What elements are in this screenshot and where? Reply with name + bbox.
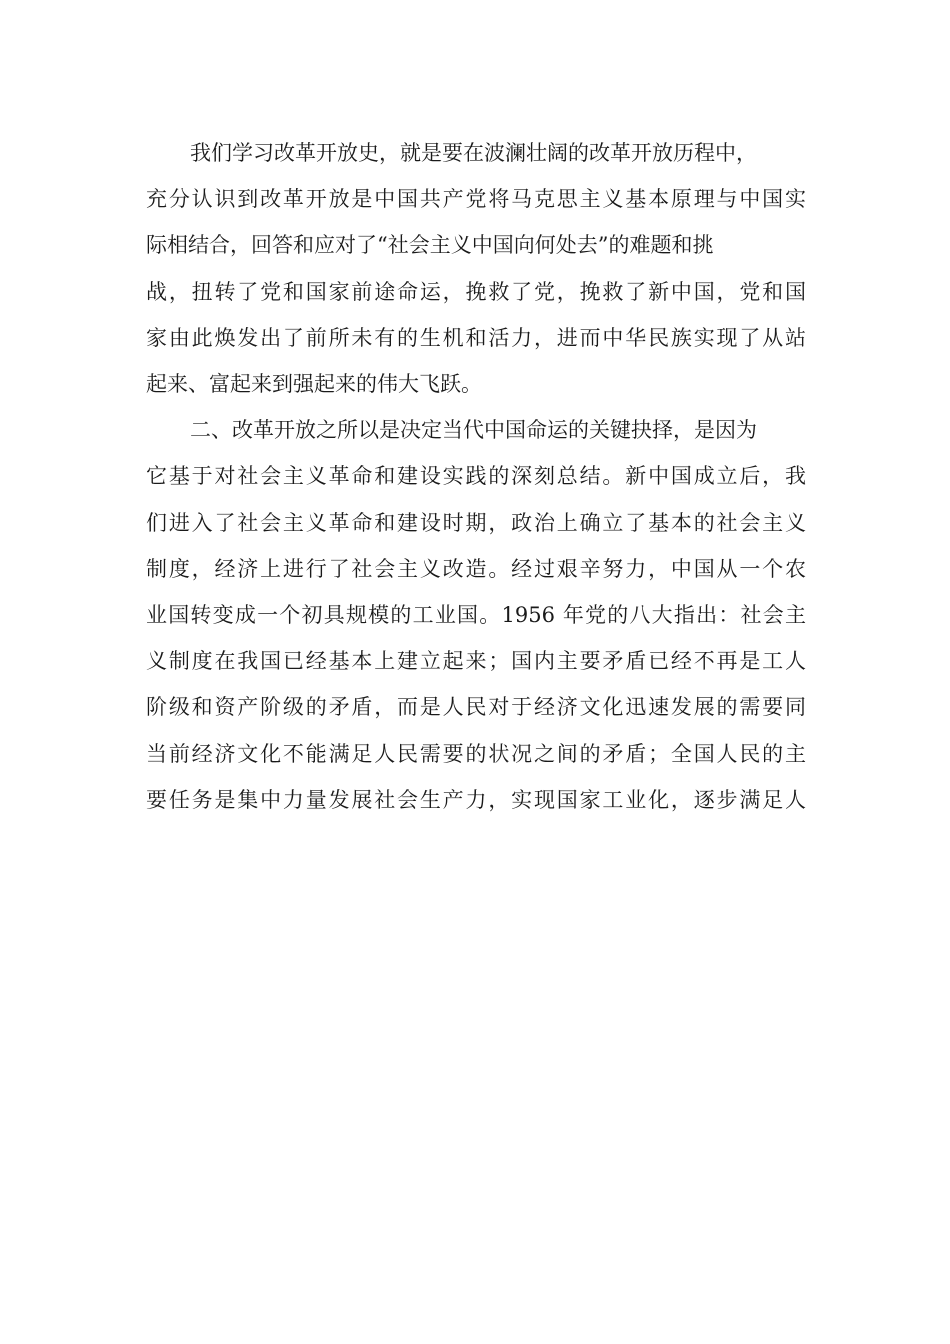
text-line: 家由此焕发出了前所未有的生机和活力，进而中华民族实现了从站: [146, 326, 806, 350]
text-line: 起来、富起来到强起来的伟大飞跃。: [146, 372, 482, 396]
text-line: 要任务是集中力量发展社会生产力，实现国家工业化，逐步满足人: [146, 788, 806, 812]
text-line: 二、改革开放之所以是决定当代中国命运的关键抉择，是因为: [190, 418, 757, 442]
text-line: 它基于对社会主义革命和建设实践的深刻总结。新中国成立后，我: [146, 464, 806, 488]
text-line: 们进入了社会主义革命和建设时期，政治上确立了基本的社会主义: [146, 511, 806, 535]
text-line: 战，扭转了党和国家前途命运，挽救了党，挽救了新中国，党和国: [146, 280, 806, 304]
text-line: 制度，经济上进行了社会主义改造。经过艰辛努力，中国从一个农: [146, 557, 806, 581]
text-line: 阶级和资产阶级的矛盾，而是人民对于经济文化迅速发展的需要同: [146, 695, 806, 719]
text-line: 业国转变成一个初具规模的工业国。1956 年党的八大指出：社会主: [146, 603, 806, 627]
text-line: 我们学习改革开放史，就是要在波澜壮阔的改革开放历程中，: [190, 141, 757, 165]
text-line: 充分认识到改革开放是中国共产党将马克思主义基本原理与中国实: [146, 187, 806, 211]
text-line: 义制度在我国已经基本上建立起来；国内主要矛盾已经不再是工人: [146, 649, 806, 673]
text-line: 际相结合，回答和应对了“社会主义中国向何处去”的难题和挑: [146, 233, 714, 257]
text-line: 当前经济文化不能满足人民需要的状况之间的矛盾；全国人民的主: [146, 742, 806, 766]
